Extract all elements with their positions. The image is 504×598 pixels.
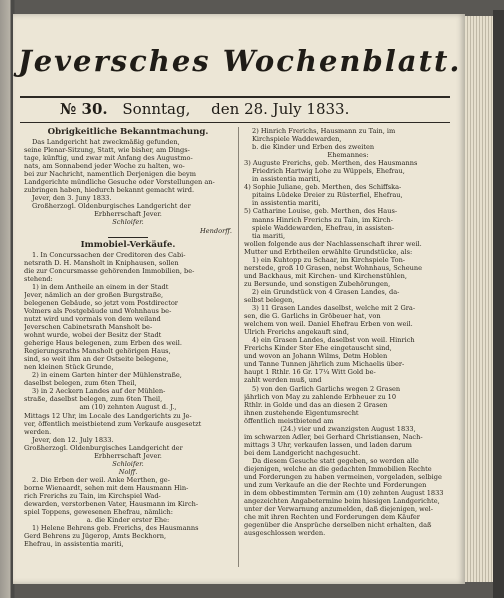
right-line: zahlt werden muß, und <box>244 376 322 385</box>
sale-line: daselbst belegen, zum 6ten Theil, <box>24 379 137 388</box>
right-line: Ehemannes: <box>327 151 369 160</box>
right-line: gegenüber die Ansprüche derselben nicht erhalten, daß <box>244 521 432 530</box>
notice-line: Landgerichte mündliche Gesuche oder Vorstellungen an- <box>24 178 215 187</box>
right-line: nerstede, groß 10 Grasen, nebst Wohnhaus, Scheune <box>244 263 423 272</box>
right-line: che mit ihren Rechten und Forderungen dem Käufer <box>244 513 420 522</box>
right-line: jährlich von May zu zahlende Erbheuer zu 10 <box>244 392 397 401</box>
sale-line: dewarden, verstorbenen Vater, Hausmann im Kirch- <box>24 500 199 509</box>
notice-signature: Hendorff. <box>199 226 232 235</box>
auction-date: (24.) vier und zwanzigsten August 1833, <box>280 424 416 433</box>
sale-line: nen kleinen Stück Grunde, <box>24 363 114 372</box>
right-line: wollen folgende aus der Nachlassenschaft ihrer weil. <box>244 239 422 248</box>
issue-day: Sonntag, <box>122 100 191 118</box>
right-line: selbst belegen, <box>244 295 295 304</box>
sale-line: Volmers als Postgebäude und Wohnhaus be- <box>24 306 172 315</box>
sale-date: am (10) zehnten August d. J., <box>79 403 177 412</box>
sale-line: 2. Die Erben der weil. Anke Merthen, ge- <box>32 475 170 484</box>
sale-line: belegenen Gebäude, so jetzt vom Postdirector <box>24 298 178 307</box>
right-line: 4) Sophie Juliane, geb. Merthen, des Schiffska- <box>244 183 402 192</box>
right-line: im schwarzen Adler, bei Gerhard Christiansen, Nach- <box>244 432 423 441</box>
right-line: in assistentia mariti, <box>252 175 321 184</box>
notice-dateline: Jever, den 3. Juny 1833. <box>32 194 112 203</box>
notice-line: Das Landgericht hat zweckmäßig gefunden, <box>32 138 180 146</box>
right-line: diejenigen, welche an die gedachten Immobilien Rechte <box>244 464 432 473</box>
right-line: Rthlr. in Golde und das an diesen 2 Grasen <box>244 400 388 409</box>
right-line: Friedrich Hartwig Lohe zu Wüppels, Ehefrau, <box>252 167 405 176</box>
issue-date: den 28. July 1833. <box>211 100 350 118</box>
sale-line: borne Wienaardt, sehen mit dem Hausmann Hin- <box>24 483 189 492</box>
right-line: in assistentia mariti, <box>252 199 321 208</box>
sale-line: Ehefrau, in assistentia mariti, <box>24 540 124 549</box>
sale-dateline: Jever, den 12. July 1833. <box>32 435 114 444</box>
notice-line: bei zur Nachricht, namentlich Derjenigen die beym <box>24 170 196 179</box>
notice-signature: Schloifer. <box>112 218 144 227</box>
right-line: Frerichs Kinder Ster Ehe eingetauscht sind, <box>244 344 392 353</box>
section-divider <box>108 237 148 238</box>
right-line: welchem von weil. Daniel Ehefrau Erben von weil. <box>244 320 413 329</box>
notice-authority: Erbherrschaft Jever. <box>94 210 162 219</box>
sale-line: Jeverschen Cabinetsrath Mansholt be- <box>24 322 153 331</box>
right-line: und Tanne Tunnen jährlich zum Michaelis über- <box>244 360 405 369</box>
right-line: und Forderungen zu haben vermeinen, vorgeladen, selbige <box>244 473 442 482</box>
sale-line: Regierungsraths Mansholt gehörigen Haus, <box>24 347 171 356</box>
right-line: unter der Verwarnung anzumelden, daß diejenigen, wel- <box>244 505 434 514</box>
sale-line: a. die Kinder erster Ehe: <box>86 516 170 525</box>
right-line: und wovon an Johann Wilms, Detm Hoblen <box>244 352 388 361</box>
sale-line: 2) in einem Garten hinter der Mühlenstraße, <box>32 371 182 380</box>
right-line: 4) ein Grasen Landes, daselbst von weil. Hinrich <box>252 336 415 345</box>
sale-line: 1. In Concurssachen der Creditoren des Cabi- <box>32 250 186 259</box>
right-line: 2) Hinrich Frerichs, Hausmann zu Tain, im <box>252 127 396 135</box>
sale-authority: Erbherrschaft Jever. <box>94 451 162 460</box>
issue-number: № 30. <box>60 100 108 118</box>
right-line: haupt 1 Rthlr. 16 Gr. 17¼ Witt Gold be- <box>244 368 376 377</box>
sale-signature: Nolff. <box>118 467 138 476</box>
notice-line: nats, am Sonnabend jeder Woche zu halten, wo- <box>24 162 185 171</box>
column-divider <box>238 127 239 567</box>
right-column <box>244 127 452 537</box>
sale-line: werden. <box>24 427 52 436</box>
book-cover-edge <box>493 10 504 598</box>
sale-line: sind, so weit ihm an der Ostseite belegene, <box>24 355 169 364</box>
right-line: Da diesem Gesuche statt gegeben, so werden alle <box>252 456 419 465</box>
right-line: 1) ein Kuhtopp zu Schaar, im Kirchspiele Ton- <box>252 255 406 264</box>
sale-signature: Schloifer. <box>112 459 144 468</box>
masthead-rule-top <box>20 96 450 98</box>
right-line: öffentlich meistbietend am <box>244 416 334 425</box>
sale-line: ver, öffentlich meistbietend zum Verkaufe ausgesetzt <box>24 419 202 428</box>
sale-line: Gerd Behrens zu Jügerop, Amts Beckhorn, <box>24 532 167 541</box>
right-line: ausgeschlossen werden. <box>244 529 326 538</box>
notice-heading: Obrigkeitliche Bekanntmachung. <box>47 127 209 137</box>
sale-line: 3) in 2 Aeckern Landes auf der Mühlen- <box>32 387 166 396</box>
sale-line: nutzt wird und vormals von dem weiland <box>24 314 161 323</box>
sale-heading: Immobiel-Verkäufe. <box>80 239 176 250</box>
right-line: Mutter und Erbtheilen erwählte Grundstücke, als: <box>244 247 413 256</box>
left-column <box>24 127 232 548</box>
right-line: tia mariti, <box>252 231 286 240</box>
sale-line: 1) Helene Behrens geb. Frerichs, des Hausmanns <box>32 524 199 533</box>
right-line: ihnen zustehende Eigentumsrecht <box>244 408 359 417</box>
right-line: in dem obbestimmten Termin am (10) zehnten August 1833 <box>244 489 444 498</box>
issue-line <box>22 100 448 118</box>
right-line: und zum Verkaufe an die der Rechte und Forderungen <box>244 481 427 490</box>
right-line: und Backhaus, mit Kirchen- und Kirchenstühlen, <box>244 271 407 280</box>
sale-line: stehend: <box>24 274 53 283</box>
right-line: 5) von den Garlich Garlichs wegen 2 Grasen <box>252 384 401 393</box>
sale-authority: Großherzogl. Oldenburgisches Landgericht der <box>24 443 183 452</box>
sale-line: rich Frerichs zu Tain, im Kirchspiel Wad- <box>24 491 161 500</box>
sale-line: Mittags 12 Uhr, im Locale des Landgerichts zu Je- <box>24 411 192 420</box>
right-line: mittags 3 Uhr, verkaufen lassen, und laden darum <box>244 440 412 449</box>
book-page-edges <box>465 16 495 582</box>
sale-line: straße, daselbst belegen, zum 6ten Theil, <box>24 395 163 404</box>
right-line: pitains Lüdeke Dreier zu Rüsterfiel, Ehefrau, <box>252 191 403 200</box>
issue-rule-bottom <box>20 122 450 123</box>
right-line: bei dem Landgericht nachgesucht. <box>244 448 361 457</box>
right-line: sen, die G. Garlichs in Gröbeuer hat, von <box>244 312 381 321</box>
sale-line: 1) in dem Antheile an einem in der Stadt <box>32 282 169 291</box>
right-line: zu Bersunde, und sonstigen Zubehörungen, <box>244 279 391 288</box>
sale-line: geherige Haus belegenen, zum Erben des weil. <box>24 339 182 348</box>
sale-line: die zur Concursmasse gehörenden Immobilien, be- <box>24 266 195 275</box>
right-line: angezeichten Angabetermine beim hiesigen Landgerichte, <box>244 497 440 506</box>
right-line: Kirchspiele Waddewarden, <box>252 135 342 144</box>
right-line: 2) ein Grundstück von 4 Grasen Landes, da- <box>252 287 400 296</box>
notice-line: seine Plenar-Sitzung, Statt, wie bisher, am Dings- <box>24 146 190 155</box>
right-line: Ulrich Frerichs angekauft sind, <box>244 328 349 337</box>
sale-line: wohnt wurde, wobei der Besitz der Stadt <box>24 331 162 340</box>
sale-line: spiel Toppens, gewesenen Ehefrau, nämlich: <box>24 508 174 517</box>
sale-line: netsrath D. H. Mansholt in Kniphausen, sollen <box>24 258 179 267</box>
right-line: manns Hinrich Frerichs zu Tain, im Kirch- <box>252 215 393 224</box>
right-line: b. die Kinder und Erben des zweiten <box>252 143 375 152</box>
notice-authority: Großherzogl. Oldenburgisches Landgericht der <box>32 202 191 211</box>
sale-line: Jever, nämlich an der großen Burgstraße, <box>24 290 164 299</box>
notice-line: zubringen haben, hiedurch bekannt gemacht wird. <box>24 186 195 195</box>
notice-line: tage, künftig, und zwar mit Anfang des Augustmo- <box>24 154 193 163</box>
right-line: spiele Waddewarden, Ehefrau, in assisten- <box>252 223 395 232</box>
right-line: 3) 11 Grasen Landes daselbst, welche mit 2 Gra- <box>252 304 416 313</box>
right-line: 3) Auguste Frerichs, geb. Merthen, des Hausmanns <box>244 159 418 168</box>
right-line: 5) Catharine Louise, geb. Merthen, des Haus- <box>244 207 398 216</box>
masthead-title: Jeversches Wochenblatt. <box>18 44 462 78</box>
